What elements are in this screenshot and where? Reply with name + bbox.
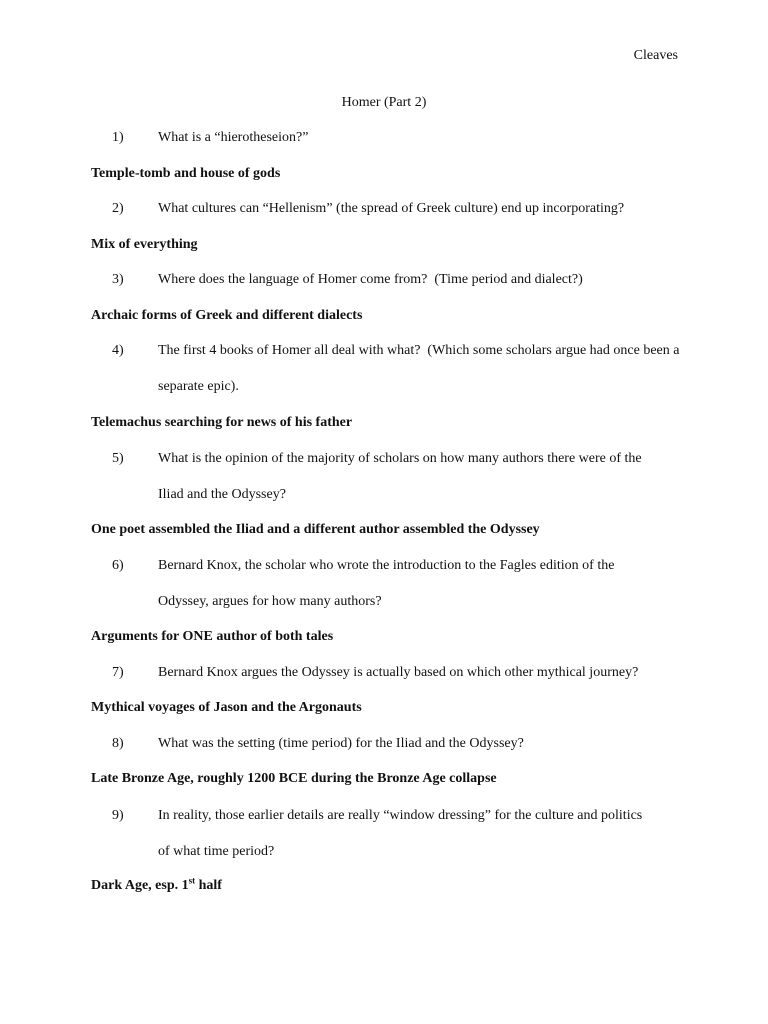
question-text: What cultures can “Hellenism” (the spread of Greek culture) end up incorporating? [158, 201, 625, 216]
question-text: What is a “hierotheseion?” [158, 130, 309, 145]
answer-5: One poet assembled the Iliad and a different author assembled the Odyssey [91, 522, 540, 537]
question-text: Where does the language of Homer come from? (Time period and dialect?) [158, 272, 583, 287]
question-number: 1) [112, 130, 124, 145]
question-number: 7) [112, 665, 124, 680]
question-text: Bernard Knox argues the Odyssey is actually based on which other mythical journey? [158, 665, 639, 680]
question-text: What is the opinion of the majority of scholars on how many authors there were of the Iliad and the Odyssey? [158, 451, 642, 502]
question-number: 4) [112, 343, 124, 358]
answer-text-end: half [195, 878, 222, 893]
question-number: 3) [112, 272, 124, 287]
question-number: 8) [112, 736, 124, 751]
answer-1: Temple-tomb and house of gods [91, 166, 281, 181]
question-text: What was the setting (time period) for the Iliad and the Odyssey? [158, 736, 524, 751]
page-title: Homer (Part 2) [341, 95, 427, 110]
question-text: Bernard Knox, the scholar who wrote the introduction to the Fagles edition of the Odyssey, argues for how many authors? [158, 558, 615, 609]
answer-2: Mix of everything [91, 237, 198, 252]
ordinal-suffix: st [188, 875, 196, 886]
answer-3: Archaic forms of Greek and different dialects [91, 308, 363, 323]
answer-4: Telemachus searching for news of his father [91, 415, 353, 430]
question-number: 9) [112, 808, 124, 823]
answer-7: Mythical voyages of Jason and the Argonauts [91, 700, 362, 715]
question-text: In reality, those earlier details are really “window dressing” for the culture and politics of what time period? [158, 808, 643, 859]
answer-9 [91, 876, 222, 896]
answer-6: Arguments for ONE author of both tales [91, 629, 334, 644]
question-number: 2) [112, 201, 124, 216]
question-number: 6) [112, 558, 124, 573]
author-name: Cleaves [633, 48, 678, 63]
question-number: 5) [112, 451, 124, 466]
answer-text: Dark Age, esp. 1 [91, 878, 189, 893]
question-text: The first 4 books of Homer all deal with what? (Which some scholars argue had once been a separate epic). [158, 343, 683, 394]
answer-8: Late Bronze Age, roughly 1200 BCE during the Bronze Age collapse [91, 771, 497, 786]
